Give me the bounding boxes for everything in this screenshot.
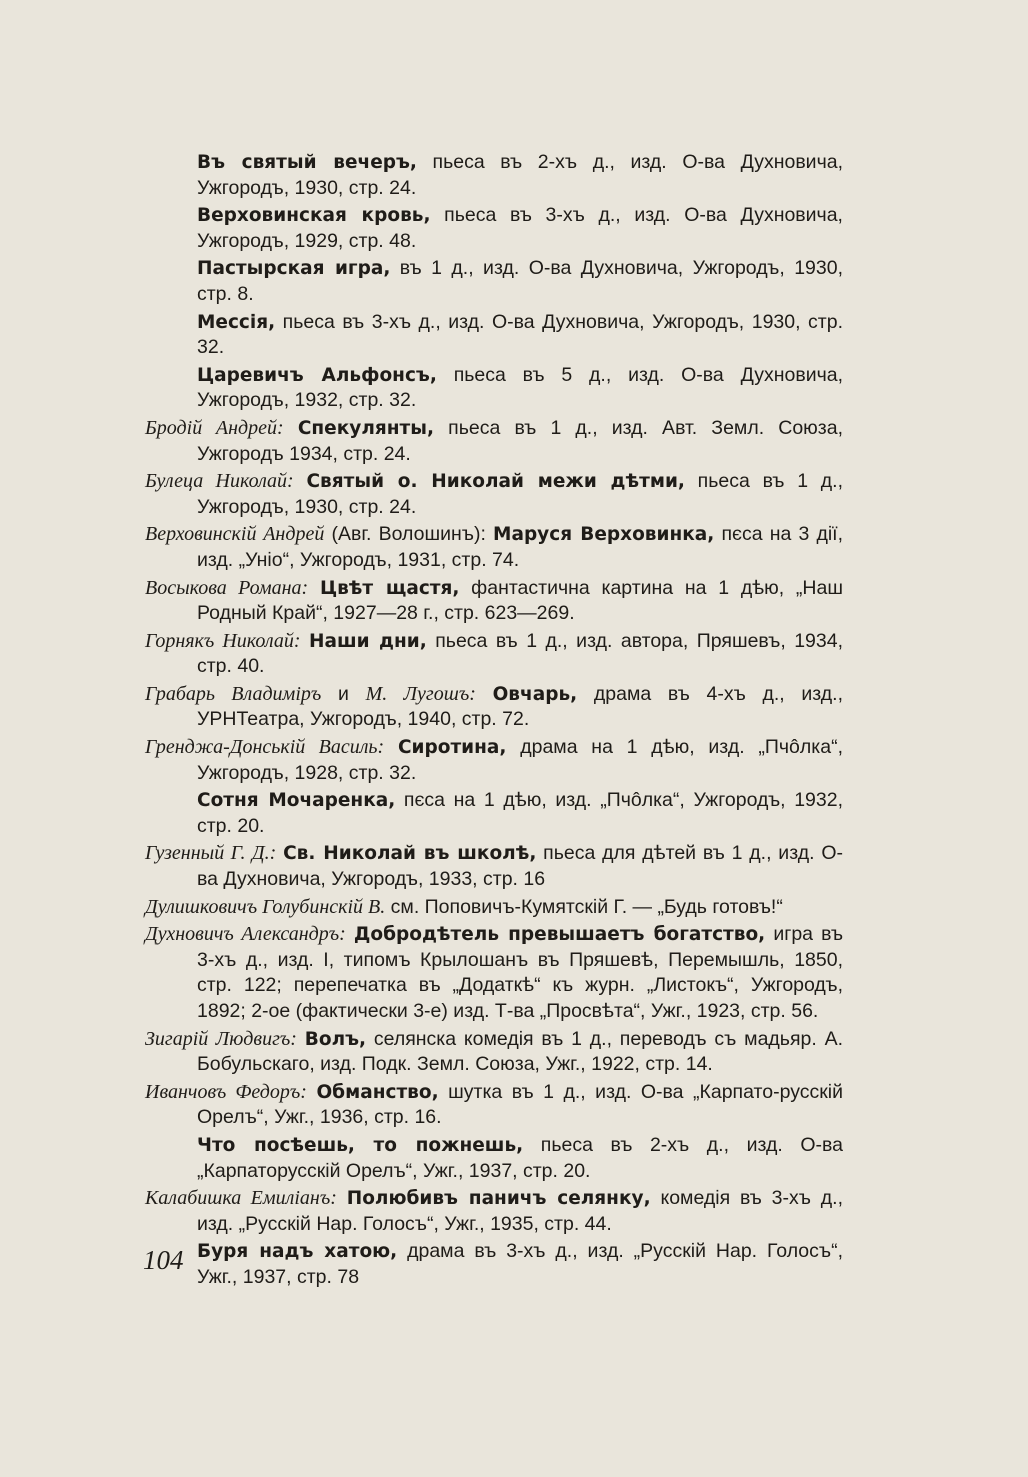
entry-title: Святый о. Николай межи дѣтми, [306, 471, 685, 493]
bibliography-entry [145, 203, 843, 254]
entry-details: фантастична картина на 1 дѣю, „Наш Родный Край“, 1927—28 г., стр. 623—269. [197, 576, 843, 625]
entry-details: пьеса для дѣтей въ 1 д., изд. О-ва Духновича, Ужгородъ, 1933, стр. 16 [197, 842, 843, 891]
entry-details: комедія въ 3-хъ д., изд. „Русскій Нар. Голосъ“, Ужг., 1935, стр. 44. [197, 1187, 843, 1235]
entry-title: Мессія, [197, 311, 276, 333]
entry-title: Маруся Верховинка, [493, 524, 715, 546]
entry-title: Верховинская кровь, [197, 205, 431, 227]
entry-details: пьеса въ 1 д., Ужгородъ, 1930, стр. 24. [197, 470, 843, 518]
bibliography-entry [145, 150, 843, 201]
entry-author: Верховинскій Андрей [145, 523, 325, 546]
entry-details: драма въ 3-хъ д., изд. „Русскій Нар. Голосъ“, Ужг., 1937, стр. 78 [197, 1240, 843, 1288]
entry-details: пьеса въ 1 д., изд. автора, Пряшевъ, 1934, стр. 40. [197, 629, 844, 678]
bibliography-entry [145, 522, 843, 573]
entry-details: игра въ 3-хъ д., изд. І, типомъ Крылошанъ въ Пряшевѣ, Перемышль, 1850, стр. 122; перепечатка въ „Додаткѣ“ къ журн. „Листокъ“, Ужгородъ, 1892; 2-ое (фактически 3-е) изд. Т-ва „Просвѣта“, Ужг., 1923, стр. 56. [197, 923, 844, 1022]
entry-title: Что посѣешь, то пожнешь, [197, 1134, 524, 1156]
entry-author: Дулишковичъ Голубинскій В. [145, 895, 386, 918]
entry-details: пьеса въ 3-хъ д., изд. О-ва Духновича, Ужгородъ, 1929, стр. 48. [197, 204, 843, 252]
entry-author: Грабарь Владиміръ [145, 682, 322, 705]
entry-title: Буря надъ хатою, [197, 1241, 398, 1263]
entry-title: Спекулянты, [297, 417, 435, 439]
entry-title: Волъ, [304, 1028, 367, 1050]
entry-author: Горнякъ Николай: [145, 629, 301, 652]
entry-details: пьеса въ 2-хъ д., изд. О-ва „Карпаторусскій Орелъ“, Ужг., 1937, стр. 20. [197, 1133, 843, 1182]
entry-title: Сотня Мочаренка, [197, 790, 396, 812]
entry-details: въ 1 д., изд. О-ва Духновича, Ужгородъ, 1930, стр. 8. [197, 257, 843, 305]
entry-title: Сиротина, [397, 737, 507, 759]
entry-title: Овчарь, [492, 683, 578, 705]
bibliography-entry [145, 1133, 843, 1184]
bibliography-column [145, 150, 843, 1293]
bibliography-entry [145, 1027, 843, 1078]
entry-author: Бродій Андрей: [145, 416, 284, 439]
entry-details: пьеса въ 3-хъ д., изд. О-ва Духновича, Ужгородъ, 1930, стр. 32. [197, 310, 843, 359]
entry-author: Иванчовъ Федоръ: [145, 1080, 307, 1103]
bibliography-entry [145, 416, 843, 467]
entry-connector: и [321, 682, 366, 705]
entry-coauthor: М. Лугошъ: [365, 682, 476, 705]
bibliography-entry [145, 469, 843, 520]
entry-details: пєса на 1 дѣю, изд. „Пчôлка“, Ужгородъ, 1932, стр. 20. [197, 789, 844, 837]
entry-details: селянска комедія въ 1 д., переводъ съ мадьяр. А. Бобульскаго, изд. Подк. Земл. Союза, Ужг., 1922, стр. 14. [197, 1027, 844, 1076]
bibliography-entry [145, 629, 843, 680]
entry-details: драма на 1 дѣю, изд. „Пчôлка“, Ужгородъ, 1928, стр. 32. [197, 736, 843, 784]
bibliography-entry [145, 576, 843, 627]
bibliography-entry [145, 256, 843, 307]
entry-title: Цвѣт щастя, [319, 577, 460, 599]
entry-author: Калабишка Емиліанъ: [145, 1187, 337, 1210]
entry-title: Въ святый вечеръ, [197, 152, 417, 173]
entry-details: см. Поповичъ-Кумятскій Г. — „Будь готовъ!“ [385, 895, 783, 918]
entry-author: Духновичъ Александръ: [145, 923, 346, 946]
entry-connector: (Авг. Волошинъ): [324, 523, 494, 546]
bibliography-entry [145, 682, 843, 733]
bibliography-entry [145, 1080, 843, 1131]
entry-title: Царевичъ Альфонсъ, [197, 364, 437, 386]
entry-title: Наши дни, [308, 630, 427, 652]
bibliography-entry [145, 735, 843, 786]
entry-author: Зигарій Людвигъ: [145, 1027, 297, 1050]
bibliography-entry [145, 841, 843, 892]
entry-title: Св. Николай въ школѣ, [283, 843, 537, 865]
bibliography-entry [145, 922, 843, 1024]
entry-author: Гренджа-Донськiй Василь: [145, 736, 385, 759]
bibliography-entry [145, 788, 843, 839]
entry-details: пєса на 3 дії, изд. „Уніо“, Ужгородъ, 1931, стр. 74. [197, 523, 843, 571]
bibliography-entry [145, 310, 843, 361]
entry-title: Полюбивъ паничъ селянку, [346, 1188, 651, 1210]
entry-title: Пастырская игра, [197, 258, 391, 280]
entry-details: драма въ 4-хъ д., изд., УРНТеатра, Ужгородъ, 1940, стр. 72. [197, 682, 843, 731]
entry-author: Восыкова Романа: [145, 576, 309, 599]
entry-details: шутка въ 1 д., изд. О-ва „Карпато-русскій Орелъ“, Ужг., 1936, стр. 16. [197, 1080, 844, 1129]
entry-title: Обманство, [316, 1081, 439, 1103]
bibliography-entry [145, 1186, 843, 1237]
entry-details: пьеса въ 2-хъ д., изд. О-ва Духновича, Ужгородъ, 1930, стр. 24. [197, 151, 844, 199]
bibliography-entry [145, 895, 843, 921]
entry-title: Добродѣтель превышаетъ богатство, [353, 924, 766, 946]
entry-author: Булеца Николай: [145, 470, 294, 493]
entry-details: пьеса въ 1 д., изд. Авт. Земл. Союза, Ужгородъ 1934, стр. 24. [197, 416, 843, 465]
bibliography-entry [145, 1239, 843, 1290]
page-number: 104 [143, 1245, 184, 1275]
entry-details: пьеса въ 5 д., изд. О-ва Духновича, Ужгородъ, 1932, стр. 32. [197, 363, 844, 412]
entry-author: Гузенный Г. Д.: [145, 842, 277, 865]
bibliography-entry [145, 363, 843, 414]
